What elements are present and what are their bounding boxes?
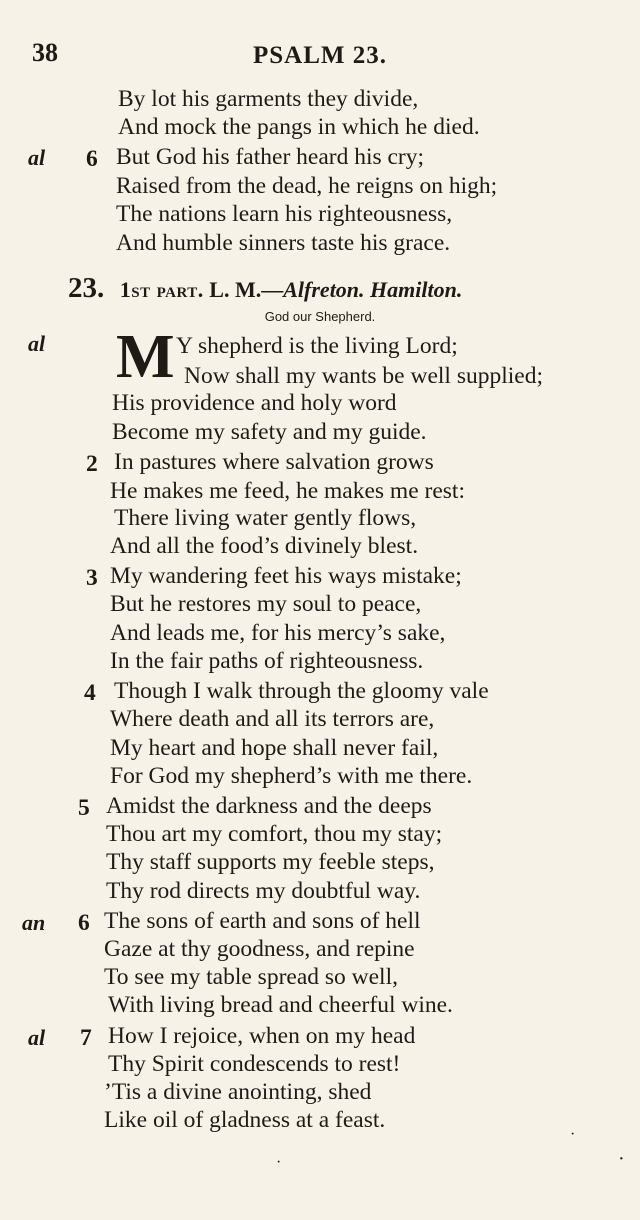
- margin-marker: al: [28, 145, 46, 170]
- hymn-meter: L. M.—: [209, 277, 284, 302]
- verse-line: Thy Spirit condescends to rest!: [108, 1051, 401, 1077]
- verse-line: The nations learn his righteousness,: [116, 201, 453, 227]
- verse-line: Amidst the darkness and the deeps: [106, 793, 432, 819]
- verse-line: ’Tis a divine anointing, shed: [104, 1079, 372, 1105]
- verse-line: In pastures where salvation grows: [114, 449, 434, 475]
- running-head: PSALM 23.: [253, 42, 387, 69]
- margin-marker: an: [22, 910, 46, 935]
- hymn-tunes: Alfreton. Hamilton.: [283, 277, 463, 302]
- verse-number: 3: [86, 565, 98, 591]
- verse-line: Gaze at thy goodness, and repine: [104, 936, 415, 962]
- verse-line: And all the food’s divinely blest.: [110, 533, 419, 559]
- verse-line: Now shall my wants be well supplied;: [184, 363, 543, 389]
- hymn-subtitle: God our Shepherd.: [264, 309, 376, 324]
- verse-line: With living bread and cheerful wine.: [108, 992, 453, 1018]
- verse-line: And leads me, for his mercy’s sake,: [110, 620, 446, 646]
- verse-line: In the fair paths of righteousness.: [110, 648, 424, 674]
- verse-line: Where death and all its terrors are,: [110, 706, 435, 732]
- verse-line: And humble sinners taste his grace.: [116, 230, 451, 256]
- verse-line: But God his father heard his cry;: [116, 144, 425, 170]
- verse-line: Thou art my comfort, thou my stay;: [106, 821, 443, 847]
- verse-line: And mock the pangs in which he died.: [118, 114, 480, 140]
- verse-line: He makes me feed, he makes me rest:: [110, 478, 465, 504]
- hymn-heading: [68, 272, 462, 305]
- verse-line: Y shepherd is the living Lord;: [176, 333, 458, 359]
- verse-line: His providence and holy word: [112, 390, 397, 416]
- verse-number: 7: [80, 1025, 92, 1051]
- verse-line: Thy rod directs my doubtful way.: [106, 878, 421, 904]
- verse-line: How I rejoice, when on my head: [108, 1023, 416, 1049]
- verse-line: Raised from the dead, he reigns on high;: [116, 173, 498, 199]
- verse-number: 5: [78, 795, 90, 821]
- verse-line: To see my table spread so well,: [104, 964, 398, 990]
- verse-line: The sons of earth and sons of hell: [104, 908, 421, 934]
- page-number: 38: [32, 38, 58, 67]
- verse-line: For God my shepherd’s with me there.: [110, 763, 473, 789]
- verse-line: By lot his garments they divide,: [118, 86, 419, 112]
- print-speck: ·: [618, 1148, 625, 1170]
- verse-line: My wandering feet his ways mistake;: [110, 563, 462, 589]
- verse-line: My heart and hope shall never fail,: [110, 735, 439, 761]
- print-speck: ·: [570, 1126, 576, 1143]
- hymn-number: 23.: [68, 272, 105, 304]
- verse-number: 6: [78, 910, 90, 936]
- drop-cap: M: [116, 323, 175, 391]
- margin-marker: al: [28, 331, 46, 356]
- verse-line: Become my safety and my guide.: [112, 419, 427, 445]
- print-speck: ·: [276, 1154, 282, 1171]
- verse-number: 4: [84, 680, 96, 706]
- margin-marker: al: [28, 1025, 46, 1050]
- verse-number: 2: [86, 451, 98, 477]
- verse-line: Though I walk through the gloomy vale: [114, 678, 489, 704]
- verse-line: There living water gently flows,: [114, 505, 417, 531]
- verse-line: But he restores my soul to peace,: [110, 591, 422, 617]
- verse-line: Thy staff supports my feeble steps,: [106, 849, 435, 875]
- hymn-part: 1st part.: [119, 277, 204, 302]
- verse-line: Like oil of gladness at a feast.: [104, 1107, 386, 1133]
- verse-number: 6: [86, 146, 98, 172]
